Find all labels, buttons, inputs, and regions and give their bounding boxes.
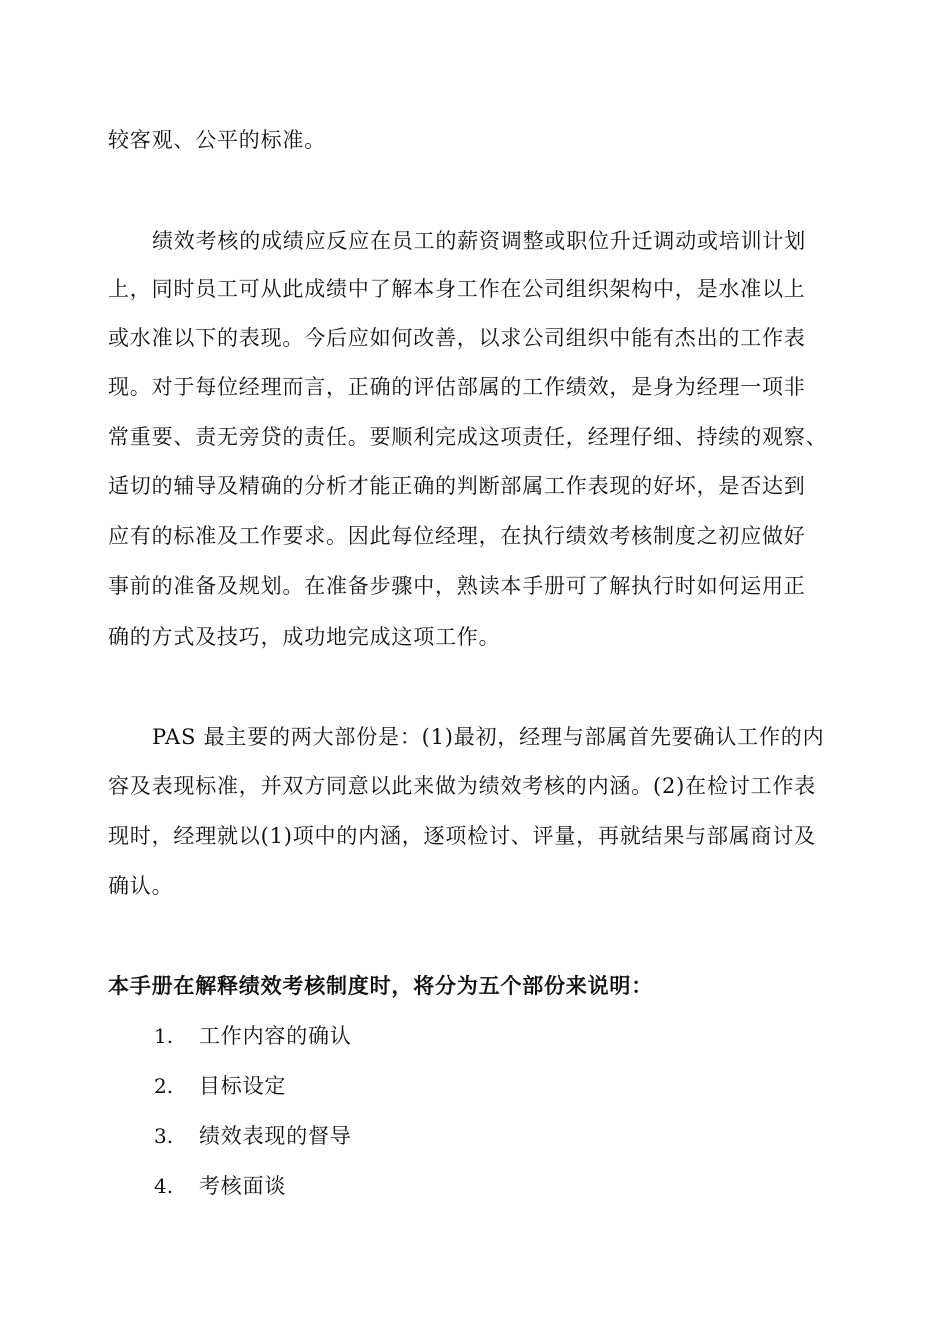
paragraph-line: 确的方式及技巧，成功地完成这项工作。 bbox=[108, 625, 501, 649]
list-item-text: 绩效表现的督导 bbox=[199, 1124, 352, 1148]
list-item-number: 2. bbox=[154, 1074, 174, 1098]
paragraph-line: 确认。 bbox=[108, 874, 174, 898]
list-item-text: 工作内容的确认 bbox=[199, 1024, 352, 1048]
paragraph-line: 事前的准备及规划。在准备步骤中，熟读本手册可了解执行时如何运用正 bbox=[108, 574, 806, 598]
list-item-text: 考核面谈 bbox=[199, 1174, 287, 1198]
paragraph-line: 上，同时员工可从此成绩中了解本身工作在公司组织架构中，是水准以上 bbox=[108, 277, 806, 301]
paragraph-line: 适切的辅导及精确的分析才能正确的判断部属工作表现的好坏，是否达到 bbox=[108, 474, 806, 498]
paragraph-line: 常重要、责无旁贷的责任。要顺利完成这项责任，经理仔细、持续的观察、 bbox=[108, 425, 828, 449]
list-item-number: 1. bbox=[154, 1024, 174, 1048]
list-item-text: 目标设定 bbox=[199, 1074, 287, 1098]
paragraph-line: 较客观、公平的标准。 bbox=[108, 128, 326, 152]
paragraph-line: 现。对于每位经理而言，正确的评估部属的工作绩效，是身为经理一项非 bbox=[108, 375, 806, 399]
paragraph-line: 或水准以下的表现。今后应如何改善，以求公司组织中能有杰出的工作表 bbox=[108, 326, 806, 350]
paragraph-line: PAS 最主要的两大部份是：(1)最初，经理与部属首先要确认工作的内 bbox=[152, 725, 825, 749]
paragraph-line: 容及表现标准，并双方同意以此来做为绩效考核的内涵。(2)在检讨工作表 bbox=[108, 774, 816, 798]
paragraph-line: 现时，经理就以(1)项中的内涵，逐项检讨、评量，再就结果与部属商讨及 bbox=[108, 824, 816, 848]
paragraph-line: 绩效考核的成绩应反应在员工的薪资调整或职位升迁调动或培训计划 bbox=[152, 229, 806, 253]
paragraph-line: 应有的标准及工作要求。因此每位经理，在执行绩效考核制度之初应做好 bbox=[108, 524, 806, 548]
list-item-number: 4. bbox=[154, 1174, 174, 1198]
list-item-number: 3. bbox=[154, 1124, 174, 1148]
section-heading: 本手册在解释绩效考核制度时，将分为五个部份来说明： bbox=[108, 973, 653, 998]
